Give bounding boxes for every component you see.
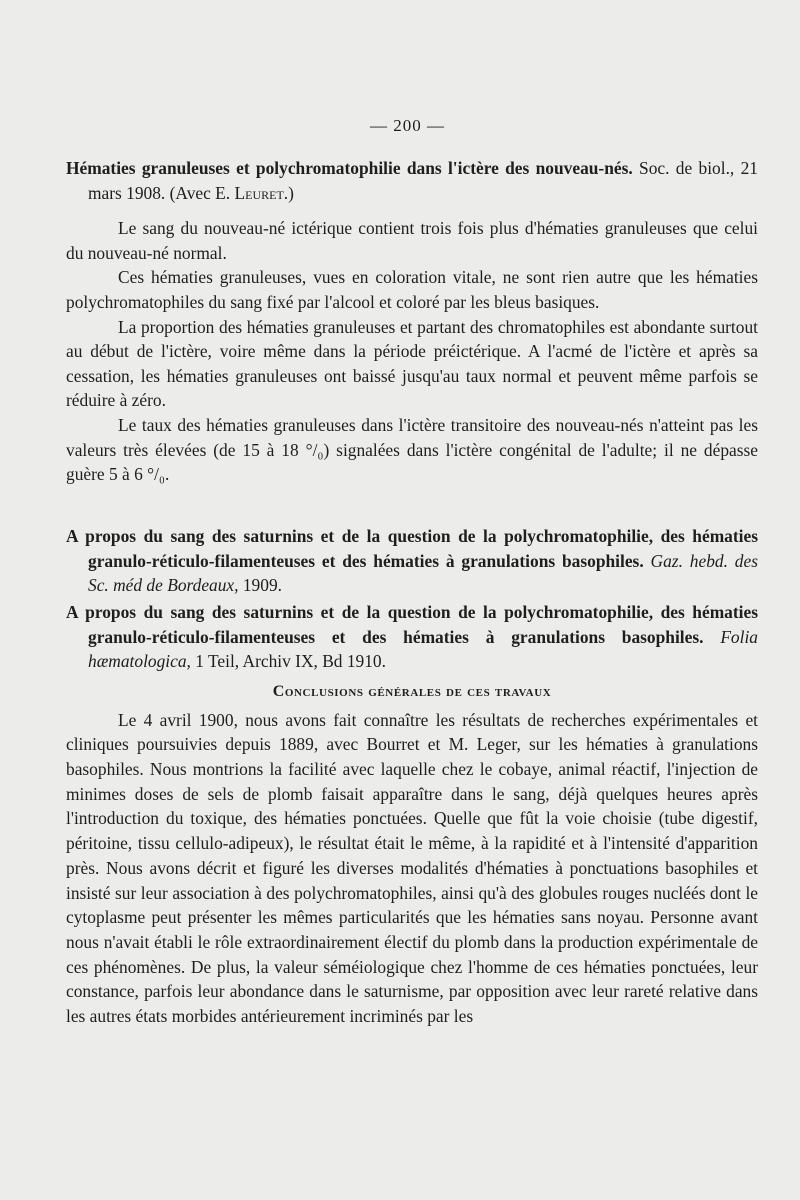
entry-1-title: Hématies granuleuses et polychromatophilie dans l'ictère des nouveau-nés.	[66, 158, 633, 178]
entry-1-reference	[66, 156, 758, 205]
conclusions-paragraph: Le 4 avril 1900, nous avons fait connaître les résultats de recherches expérimentales et cliniques poursuivies depuis 1889, avec Bourret et M. Leger, sur les hématies à granulations basophiles. Nous montrions la facilité avec laquelle chez le cobaye, animal réactif, l'injection de minimes doses de sels de plomb faisait apparaître dans le sang, déjà quelques heures après l'introduction du toxique, des hématies ponctuées. Quelle que fût la voie choisie (tube digestif, péritoine, tissu cellulo-adipeux), le résultat était le même, à la rapidité et à l'intensité d'apparition près. Nous avons décrit et figuré les diverses modalités d'hématies à ponctuations basophiles et insisté sur leur association à des polychromatophiles, ainsi qu'à des globules rouges nucléés dont le cytoplasme peut présenter les mêmes particularités que les hématies sans noyau. Personne avant nous n'avait établi le rôle extraordinairement électif du plomb dans la production expérimentale de ces phénomènes. De plus, la valeur séméiologique chez l'homme de ces hématies ponctuées, leur constance, parfois leur abondance dans le saturnisme, par opposition avec leur rareté relative dans les autres états morbides antérieurement incriminés par les	[66, 709, 758, 1027]
entry-3-reference	[66, 600, 758, 674]
entry-2-title: A propos du sang des saturnins et de la question de la polychromatophilie, des hématies granulo-réticulo-filamenteuses et des hématies à granulations basophiles.	[66, 526, 758, 571]
entry-1-paragraph-4: Le taux des hématies granuleuses dans l'ictère transitoire des nouveau-nés n'atteint pas les valeurs très élevées (de 15 à 18 °/₀) signalées dans l'ictère congénital de l'adulte; il ne dépasse guère 5 à 6 °/₀.	[66, 414, 758, 485]
conclusions-heading: Conclusions générales de ces travaux	[272, 683, 552, 700]
entry-1-coauthor: Leuret	[234, 182, 284, 203]
entry-1-paragraph-1: Le sang du nouveau-né ictérique contient trois fois plus d'hématies granuleuses que celui du nouveau-né normal.	[66, 218, 758, 263]
page-number: — 200 —	[370, 116, 445, 135]
bibliography-entry-1	[66, 156, 758, 487]
entry-1-paragraph-2: Ces hématies granuleuses, vues en coloration vitale, ne sont rien autre que les hématies polychromatophiles du sang fixé par l'alcool et coloré par les bleus basiques.	[66, 267, 758, 312]
entry-2-reference	[66, 524, 758, 598]
entry-3-title: A propos du sang des saturnins et de la question de la polychromatophilie, des hématies granulo-réticulo-filamenteuses et des hématies à granulations basophiles.	[66, 602, 758, 647]
entry-2-year: 1909.	[238, 575, 282, 596]
entry-3-journal: Folia hæmatologica,	[88, 626, 758, 672]
bibliography-entry-2	[66, 524, 758, 598]
entry-1-source: Soc. de biol., 21 mars 1908. (Avec E.	[88, 158, 758, 203]
entry-1-source-end: .)	[283, 182, 294, 203]
bibliography-entry-3	[66, 600, 758, 674]
entry-2-journal: Gaz. hebd. des Sc. méd de Bordeaux,	[88, 550, 758, 596]
entry-1-paragraph-3: La proportion des hématies granuleuses et partant des chromatophiles est abondante surtout au début de l'ictère, voire même dans la période préictérique. A l'acmé de l'ictère et après sa cessation, les hématies granuleuses ont baissé jusqu'au taux normal et peuvent même parfois se réduire à zéro.	[66, 316, 758, 411]
entry-3-details: 1 Teil, Archiv IX, Bd 1910.	[190, 651, 386, 672]
conclusions-section	[66, 680, 758, 1029]
